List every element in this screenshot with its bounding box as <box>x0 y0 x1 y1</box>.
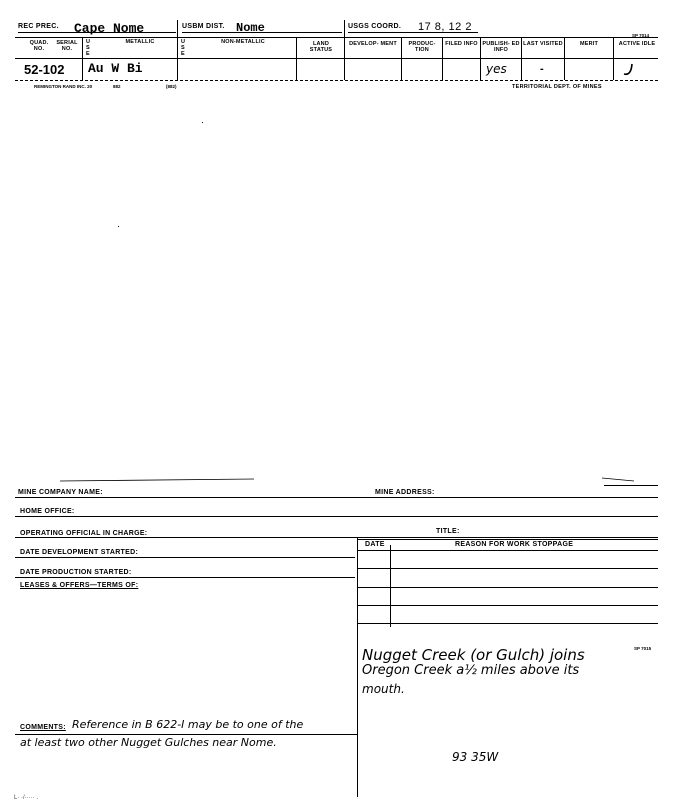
mine-company-label: MINE COMPANY NAME: <box>18 489 103 496</box>
quad-serial-value: 52-102 <box>24 62 65 77</box>
col-non-metallic: NON-METALLIC <box>221 39 265 45</box>
printer-code: 882 <box>113 84 121 89</box>
col-published-info: PUBLISH- ED INFO <box>482 41 520 53</box>
prod-started-label: DATE PRODUCTION STARTED: <box>20 569 132 576</box>
check-mark <box>618 60 638 78</box>
speck <box>118 226 119 227</box>
scan-mark: L· ·/····· . <box>14 795 38 801</box>
col-development: DEVELOP- MENT <box>349 41 397 47</box>
leases-label: LEASES & OFFERS—TERMS OF: <box>20 582 139 589</box>
usbm-dist-label: USBM DIST. <box>182 23 225 30</box>
col-last-visited: LAST VISITED <box>523 41 563 47</box>
metallic-value: Au W Bi <box>88 61 143 76</box>
card-edge <box>14 476 664 496</box>
col-non-metallic-prefix: U S E <box>181 39 186 57</box>
map-reference: 93 35W <box>452 750 499 764</box>
rec-prec-label: REC PREC. <box>18 23 59 30</box>
home-office-label: HOME OFFICE: <box>20 508 75 515</box>
date-label: DATE <box>365 541 385 548</box>
form-code-bottom: SP 7015 <box>634 646 652 651</box>
col-metallic-prefix: U S E <box>86 39 91 57</box>
col-quad-no: QUAD. NO. <box>29 40 49 52</box>
note-line-2: Oregon Creek a½ miles above its <box>362 663 580 678</box>
note-line-3: mouth. <box>362 682 405 696</box>
col-filed-info: FILED INFO <box>445 41 478 47</box>
note-line-1: Nugget Creek (or Gulch) joins <box>362 646 585 664</box>
rec-prec-value: Cape Nome <box>74 21 145 36</box>
printer-paren: (882) <box>166 84 177 89</box>
col-active-idle: ACTIVE IDLE <box>618 41 656 47</box>
col-merit: MERIT <box>579 41 599 47</box>
printer-line: REMINGTON RAND INC. 20 <box>34 84 93 89</box>
col-production: PRODUC- TION <box>408 41 436 53</box>
comments-line-2: at least two other Nugget Gulches near Nome. <box>20 736 277 749</box>
operating-official-label: OPERATING OFFICIAL IN CHARGE: <box>20 530 148 537</box>
last-visited-value: - <box>540 63 544 75</box>
published-info-value: yes <box>486 62 507 76</box>
comments-label: COMMENTS: <box>20 724 66 731</box>
col-land-status: LAND STATUS <box>309 41 333 53</box>
reason-label: REASON FOR WORK STOPPAGE <box>455 541 574 548</box>
mine-address-label: MINE ADDRESS: <box>375 489 435 496</box>
col-serial-no: SERIAL NO. <box>56 40 78 52</box>
usbm-dist-value: Nome <box>236 21 265 35</box>
title-label: TITLE: <box>436 528 460 535</box>
comments-line-1: Reference in B 622-I may be to one of the <box>72 718 304 731</box>
usgs-coord-value: 17 8, 12 2 <box>418 21 472 33</box>
speck <box>202 122 203 123</box>
form-code-top: SP 7014 <box>632 33 650 38</box>
col-metallic: METALLIC <box>125 39 155 45</box>
dept-line: TERRITORIAL DEPT. OF MINES <box>512 84 602 90</box>
usgs-coord-label: USGS COORD. <box>348 23 402 30</box>
dev-started-label: DATE DEVELOPMENT STARTED: <box>20 549 139 556</box>
